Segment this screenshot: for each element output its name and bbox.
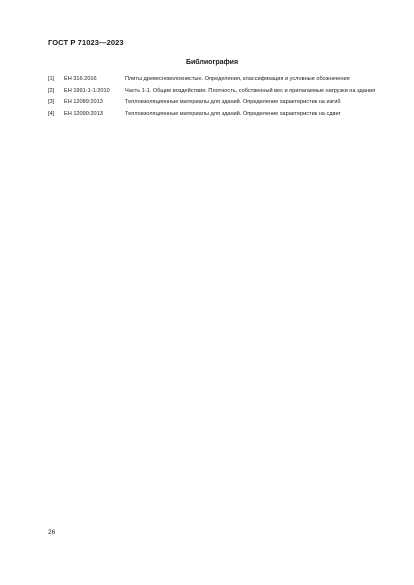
bibliography-list xyxy=(48,76,378,123)
entry-title: Теплоизоляционные материалы для зданий. Определение характеристик на сдвиг xyxy=(125,111,341,118)
bibliography-entry xyxy=(48,99,378,106)
entry-code: ЕН 316:2016 xyxy=(64,76,97,82)
entry-code: ЕН 1991-1-1:2010 xyxy=(64,87,110,94)
entry-number: [3] xyxy=(48,99,55,106)
bibliography-entry xyxy=(48,111,378,118)
entry-code: ЕН 12089:2013 xyxy=(64,99,103,106)
document-header-standard: ГОСТ Р 71023—2023 xyxy=(48,38,124,47)
bibliography-entry xyxy=(48,88,378,95)
entry-code: ЕН 12090:2013 xyxy=(64,111,103,118)
entry-title: Теплоизоляционные материалы для зданий. Определение характеристик на изгиб xyxy=(125,99,341,106)
bibliography-title: Библиография xyxy=(185,59,239,66)
entry-number: [4] xyxy=(48,111,55,118)
entry-number: [2] xyxy=(48,87,55,94)
entry-number: [1] xyxy=(48,76,55,82)
page-number: 26 xyxy=(48,529,56,536)
bibliography-entry xyxy=(48,76,378,83)
entry-title: Часть 1-1. Общие воздействия. Плотность, собственный вес и прилагаемые нагрузки на здания xyxy=(125,87,376,94)
entry-title: Плиты древесноволокнистые. Определения, классификация и условные обозначения xyxy=(125,76,350,82)
